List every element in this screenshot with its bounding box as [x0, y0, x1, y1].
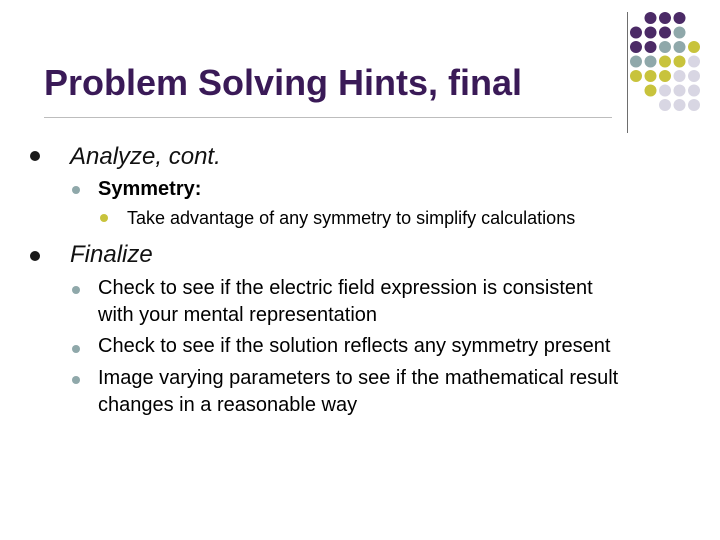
- vertical-divider: [627, 12, 628, 133]
- title-underline: [44, 117, 612, 118]
- decoration-dot: [630, 41, 642, 53]
- bullet-icon: [72, 286, 80, 294]
- section-heading-finalize: Finalize: [70, 241, 153, 268]
- decoration-dot: [645, 27, 657, 39]
- decoration-dot: [659, 12, 671, 24]
- decoration-dot: [688, 56, 700, 68]
- bullet-icon: [100, 214, 108, 222]
- item-symmetry-label: Symmetry:: [98, 178, 202, 200]
- decoration-dot: [645, 56, 657, 68]
- finalize-item-3-line-2: changes in a reasonable way: [98, 394, 358, 416]
- finalize-item-1-line-2: with your mental representation: [98, 304, 378, 326]
- decoration-dot: [645, 70, 657, 82]
- decoration-dot: [659, 99, 671, 111]
- bullet-icon: [72, 345, 80, 353]
- decoration-dot: [674, 85, 686, 97]
- decoration-dot: [630, 27, 642, 39]
- decoration-dot: [674, 99, 686, 111]
- finalize-item-1-line-1: Check to see if the electric field expression is consistent: [98, 277, 593, 299]
- decoration-dot: [674, 41, 686, 53]
- decoration-dot: [674, 70, 686, 82]
- subitem-symmetry-text: Take advantage of any symmetry to simplify calculations: [127, 208, 576, 228]
- decoration-dot: [659, 70, 671, 82]
- decoration-dot: [688, 99, 700, 111]
- bullet-icon: [72, 186, 80, 194]
- decoration-dot: [688, 41, 700, 53]
- bullet-icon: [30, 151, 40, 161]
- decoration-dot: [630, 56, 642, 68]
- decoration-dot: [688, 85, 700, 97]
- decoration-dot: [645, 41, 657, 53]
- decoration-dot: [645, 12, 657, 24]
- decoration-dot: [674, 27, 686, 39]
- finalize-item-2: Check to see if the solution reflects any symmetry present: [98, 335, 611, 357]
- decoration-dot: [659, 27, 671, 39]
- section-heading-analyze: Analyze, cont.: [70, 143, 221, 170]
- finalize-item-3-line-1: Image varying parameters to see if the mathematical result: [98, 367, 619, 389]
- decoration-dot: [630, 70, 642, 82]
- decoration-dot: [674, 56, 686, 68]
- decoration-dot: [645, 85, 657, 97]
- decoration-dot: [674, 12, 686, 24]
- decoration-dot: [659, 56, 671, 68]
- slide-title: Problem Solving Hints, final: [44, 62, 523, 103]
- bullet-icon: [30, 251, 40, 261]
- bullet-icon: [72, 376, 80, 384]
- decoration-dot: [688, 70, 700, 82]
- decoration-dot: [659, 41, 671, 53]
- decoration-dot: [659, 85, 671, 97]
